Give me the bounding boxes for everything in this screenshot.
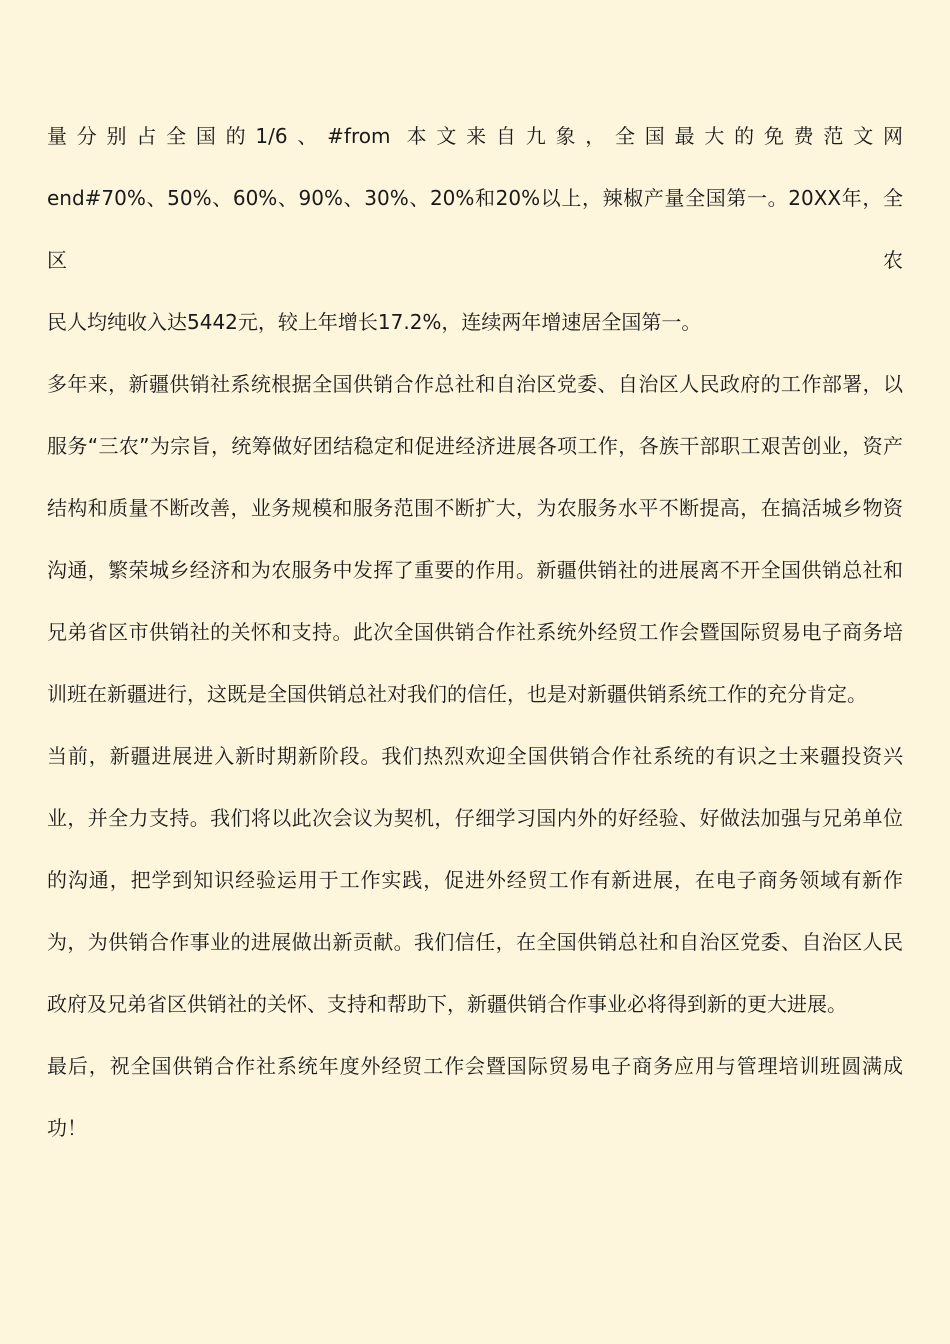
paragraph-history: 多年来，新疆供销社系统根据全国供销合作总社和自治区党委、自治区人民政府的工作部署，以服务“三农”为宗旨，统筹做好团结稳定和促进经济进展各项工作，各族干部职工艰苦创业，资产结构和质量不断改善，业务规模和服务范围不断扩大，为农服务水平不断提高，在搞活城乡物资沟通，繁荣城乡经济和为农服务中发挥了重要的作用。新疆供销社的进展离不开全国供销总社和兄弟省区市供销社的关怀和支持。此次全国供销合作社系统外经贸工作会暨国际贸易电子商务培训班在新疆进行，这既是全国供销总社对我们的信任，也是对新疆供销系统工作的充分肯定。 — [47, 372, 903, 706]
paragraph-line: end#70%、50%、60%、90%、30%、20%和20%以上，辣椒产量全国第一。20XX年，全区农 — [47, 186, 903, 272]
document-page — [47, 105, 903, 1159]
paragraph-closing: 最后，祝全国供销合作社系统年度外经贸工作会暨国际贸易电子商务应用与管理培训班圆满成功！ — [47, 1054, 903, 1140]
paragraph-line: 民人均纯收入达5442元，较上年增长17.2%，连续两年增速居全国第一。 — [47, 310, 702, 334]
paragraph-current: 当前，新疆进展进入新时期新阶段。我们热烈欢迎全国供销合作社系统的有识之士来疆投资兴业，并全力支持。我们将以此次会议为契机，仔细学习国内外的好经验、好做法加强与兄弟单位的沟通，把学到知识经验运用于工作实践，促进外经贸工作有新进展，在电子商务领域有新作为，为供销合作事业的进展做出新贡献。我们信任，在全国供销总社和自治区党委、自治区人民政府及兄弟省区供销社的关怀、支持和帮助下，新疆供销合作事业必将得到新的更大进展。 — [47, 744, 903, 1016]
paragraph-line: 量分别占全国的1/6、#from 本文来自九象，全国最大的免费范文网 — [47, 124, 903, 148]
paragraph-statistics — [47, 105, 903, 353]
